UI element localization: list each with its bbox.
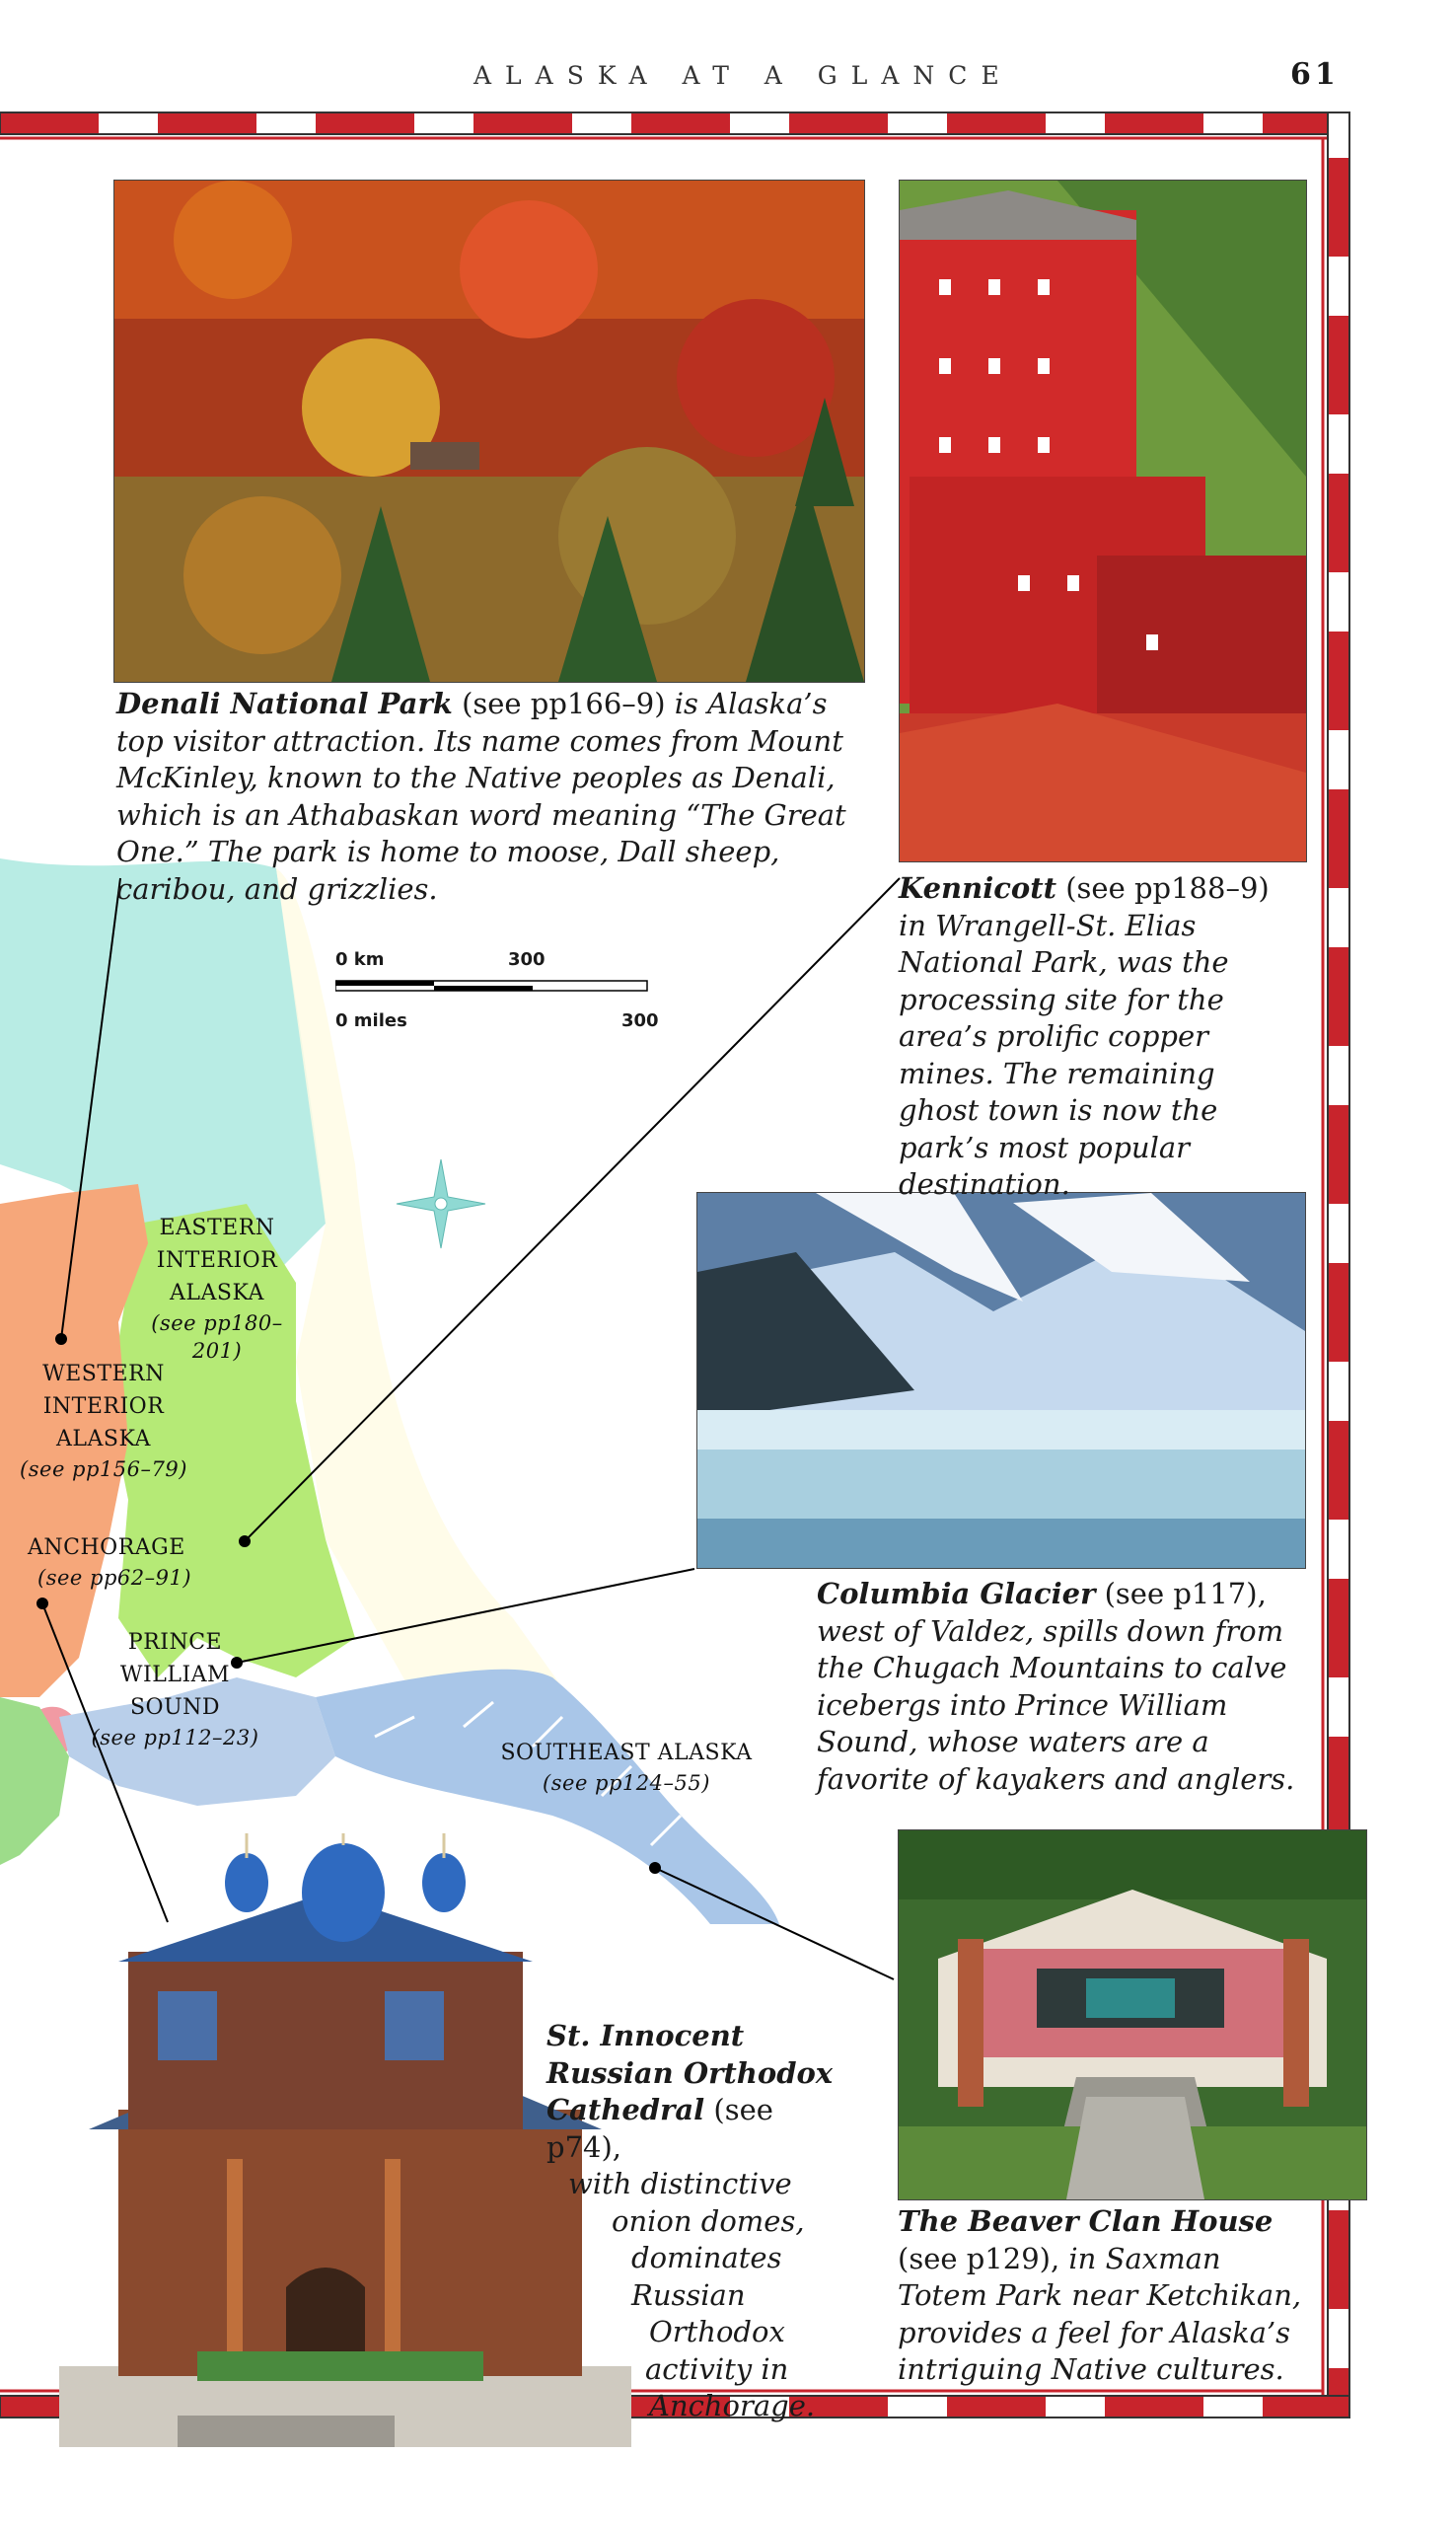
region-anchorage-ref: (see pp62–91) [37, 1566, 192, 1590]
denali-caption-title: Denali National Park [116, 687, 453, 720]
kennicott-caption [899, 870, 1298, 1204]
region-eastern-interior-ref: (see pp180–201) [151, 1311, 283, 1363]
columbia-caption-title: Columbia Glacier [817, 1577, 1096, 1610]
cathedral-caption-line: Russian [631, 2277, 746, 2312]
scale-miles-end: 300 [621, 1010, 659, 1031]
cathedral-caption-line: dominates [631, 2241, 782, 2274]
kennicott-photo [899, 180, 1307, 862]
kennicott-caption-text: in Wrangell-St. Elias National Park, was the processing site for the area’s prolific copper mines. The remaining ghost town is now the park’s most popular destination. [899, 908, 1229, 1201]
region-southeast-label: SOUTHEAST ALASKA (see pp124–55) [498, 1737, 755, 1797]
cathedral-caption-line: with distinctive [568, 2167, 792, 2200]
region-eastern-interior-label: EASTERN INTERIOR ALASKA (see pp180–201) [138, 1212, 296, 1365]
denali-caption-text: is Alaska’s top visitor attraction. Its name comes from Mount McKinley, known to the Native peoples as Denali, which is an Athabaskan word meaning “The Great One.” The park is home to moose, Dall sheep, caribou, and grizzlies. [116, 687, 846, 906]
scale-km-start: 0 km [335, 949, 385, 970]
region-southeast-ref: (see pp124–55) [543, 1771, 710, 1795]
columbia-caption-text: west of Valdez, spills down from the Chugach Mountains to calve icebergs into Prince William Sound, whose waters are a favorite of kayakers and anglers. [817, 1613, 1295, 1796]
region-prince-william-ref: (see pp112–23) [91, 1726, 259, 1749]
beaver-caption-title: The Beaver Clan House [898, 2204, 1274, 2238]
cathedral-caption-title-1: St. Innocent [546, 2019, 745, 2052]
running-head-title: ALASKA AT A GLANCE [473, 61, 1013, 90]
columbia-caption-ref: (see p117), [1104, 1577, 1267, 1610]
cathedral-caption-title-2: Russian Orthodox [546, 2055, 834, 2090]
cathedral-caption-line: Orthodox [649, 2315, 785, 2348]
region-anchorage-label: ANCHORAGE (see pp62–91) [28, 1531, 195, 1592]
beaver-clan-house-photo [898, 1829, 1367, 2200]
cathedral-caption-title-3: Cathedral [546, 2093, 705, 2126]
st-innocent-cathedral-photo [59, 1833, 631, 2447]
page-number: 61 [1290, 57, 1340, 92]
region-western-interior-ref: (see pp156–79) [20, 1457, 187, 1481]
cathedral-caption-line: activity in [645, 2351, 789, 2386]
kennicott-caption-ref: (see pp188–9) [1065, 871, 1270, 905]
scale-km-end: 300 [508, 949, 546, 970]
region-western-interior-label: WESTERN INTERIOR ALASKA (see pp156–79) [20, 1362, 187, 1481]
denali-photo [113, 180, 865, 683]
cathedral-caption-line: onion domes, [612, 2203, 805, 2238]
cathedral-caption-ref: (see p74), [546, 2093, 773, 2164]
columbia-caption [817, 1576, 1310, 1798]
denali-caption-ref: (see pp166–9) [462, 687, 666, 720]
cathedral-caption-line: Anchorage. [649, 2389, 816, 2422]
kennicott-caption-title: Kennicott [899, 871, 1056, 905]
denali-caption [116, 686, 866, 908]
beaver-caption-ref: (see p129), [898, 2241, 1060, 2275]
region-prince-william-label: PRINCE WILLIAM SOUND (see pp112–23) [89, 1626, 261, 1751]
beaver-caption-text: in Saxman Totem Park near Ketchikan, provides a feel for Alaska’s intriguing Native cultures. [898, 2241, 1302, 2386]
columbia-glacier-photo [696, 1192, 1306, 1569]
beaver-caption [898, 2203, 1312, 2389]
scale-miles-start: 0 miles [335, 1010, 407, 1031]
cathedral-caption [546, 2018, 842, 2425]
